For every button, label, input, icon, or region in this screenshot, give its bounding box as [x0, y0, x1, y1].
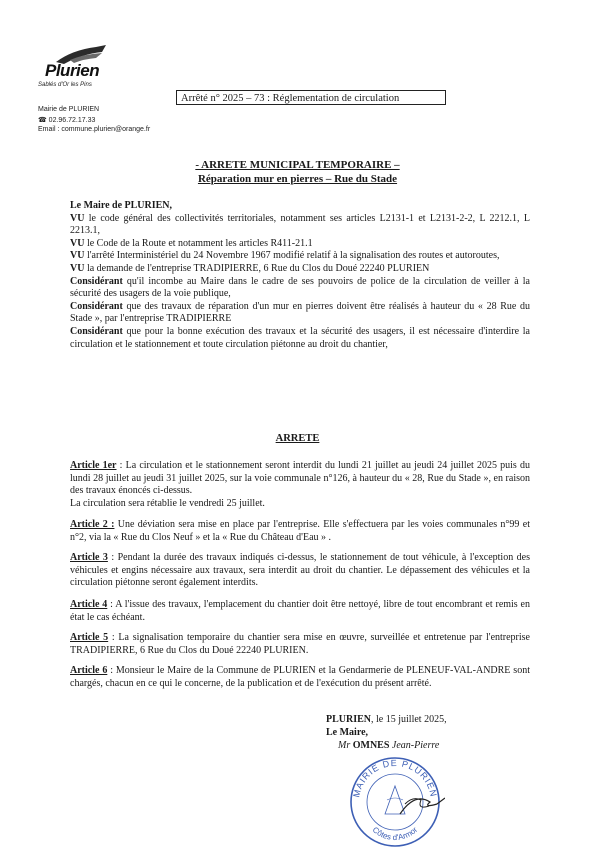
signature-date-text: , le 15 juillet 2025,	[371, 714, 447, 725]
article-text: Une déviation sera mise en place par l'entreprise. Elle s'effectuera par les voies communales n°99 et n°2, via la « Rue du Clos Neuf » et la « Rue du Château d'Eau » .	[70, 519, 530, 543]
article-2	[70, 519, 530, 544]
maire-line: Le Maire de PLURIEN,	[70, 200, 173, 211]
article-3	[70, 552, 530, 590]
article-4	[70, 599, 530, 624]
article-label: Article 5	[70, 632, 109, 643]
article-label: Article 3	[70, 552, 108, 563]
article-label: Article 1er	[70, 460, 117, 471]
logo-tagline: Sablés d'Or les Pins	[38, 82, 92, 88]
document-title	[0, 159, 595, 171]
email-line: Email : commune.plurien@orange.fr	[38, 126, 151, 133]
document-subtitle	[0, 173, 595, 185]
article-label: Article 4	[70, 599, 108, 610]
document-title-text: - ARRETE MUNICIPAL TEMPORAIRE –	[195, 159, 400, 171]
phone-icon: ☎	[38, 117, 49, 124]
mairie-stamp	[345, 752, 445, 852]
arrete-reference	[176, 90, 446, 105]
article-label: Article 6	[70, 665, 108, 676]
vu-paragraph-2: VU le Code de la Route et notamment les articles R411-21.1	[70, 237, 313, 249]
signature-place: PLURIEN	[326, 714, 372, 725]
phone-number: 02.96.72.17.33	[48, 117, 96, 124]
vu-paragraph-4: VU la demande de l'entreprise TRADIPIERRE, 6 Rue du Clos du Doué 22240 PLURIEN	[70, 262, 430, 274]
article-label: Article 2 :	[70, 519, 115, 530]
article-6	[70, 665, 530, 690]
article-text: : La circulation et le stationnement seront interdit du lundi 21 juillet au jeudi 24 juillet 2025 puis du lundi 28 juillet au jeudi 31 juillet 2025, sur la voie communale n°126, à hauteur du « 28, Rue du Stade », en raison des travaux énoncés ci-dessus.	[70, 460, 530, 497]
article-text: : A l'issue des travaux, l'emplacement du chantier doit être nettoyé, libre de tout encombrant et remis en état le cas échéant.	[70, 599, 531, 623]
phone-line	[38, 116, 95, 124]
considerant-paragraph-1: Considérant qu'il incombe au Maire dans le cadre de ses pouvoirs de police de la circulation de veiller à la sécurité des usagers de la voie publique,	[70, 275, 530, 300]
arrete-reference-text: Arrêté n° 2025 – 73 : Réglementation de circulation	[181, 93, 400, 104]
signature-role: Le Maire,	[326, 727, 369, 738]
plurien-logo	[38, 44, 138, 94]
article-text: : La signalisation temporaire du chantier sera mise en œuvre, surveillée et entretenue par l'entreprise TRADIPIERRE, 6 Rue du Clos du Doué 22240 PLURIEN.	[70, 632, 530, 656]
considerant-paragraph-3: Considérant que pour la bonne exécution des travaux et la sécurité des usagers, il est nécessaire d'interdire la circulation et le stationnement et toute circulation piétonne au droit du chantier,	[70, 325, 530, 350]
vu-paragraph-3: VU l'arrêté Interministériel du 24 Novembre 1967 modifié relatif à la signalisation des routes et autoroutes,	[70, 250, 500, 262]
signature-date	[326, 714, 447, 727]
arrete-heading: ARRETE	[275, 433, 320, 444]
article-1	[70, 460, 530, 510]
svg-text:MAIRIE DE PLURIEN: MAIRIE DE PLURIEN	[351, 757, 439, 799]
article-text: : Monsieur le Maire de la Commune de PLURIEN et la Gendarmerie de PLENEUF-VAL-ANDRE sont chargés, chacun en ce qui le concerne, de la publication et de l'exécution du présent arrêté.	[70, 665, 530, 689]
preamble	[70, 200, 530, 351]
vu-paragraph-1: VU le code général des collectivités territoriales, notamment ses articles L2131-1 et L2131-2-2, L 2212.1, L 2213.1,	[70, 212, 530, 237]
article-text: : Pendant la durée des travaux indiqués ci-dessus, le stationnement de tout véhicule, à l'exception des véhicules et engins nécessaire aux travaux, sera interdit au droit du chantier. Le dépassement des véhicules et la circulation piétonne seront également interdits.	[70, 552, 530, 589]
stamp-seal-icon	[345, 752, 445, 852]
logo-text: Plurien	[45, 61, 100, 80]
document-subtitle-text: Réparation mur en pierres – Rue du Stade	[197, 173, 398, 185]
article-extra: La circulation sera rétablie le vendredi 25 juillet.	[70, 497, 265, 509]
signatory-name: Mr OMNES Jean-Pierre	[338, 740, 440, 751]
svg-text:Côtes d'Armor: Côtes d'Armor	[370, 825, 420, 843]
considerant-paragraph-2: Considérant que des travaux de réparation d'un mur en pierres doivent être réalisés à hauteur du « 28 Rue du Stade », par l'entreprise TRADIPIERRE	[70, 300, 530, 325]
mairie-name: Mairie de PLURIEN	[38, 106, 100, 113]
article-5	[70, 632, 530, 657]
